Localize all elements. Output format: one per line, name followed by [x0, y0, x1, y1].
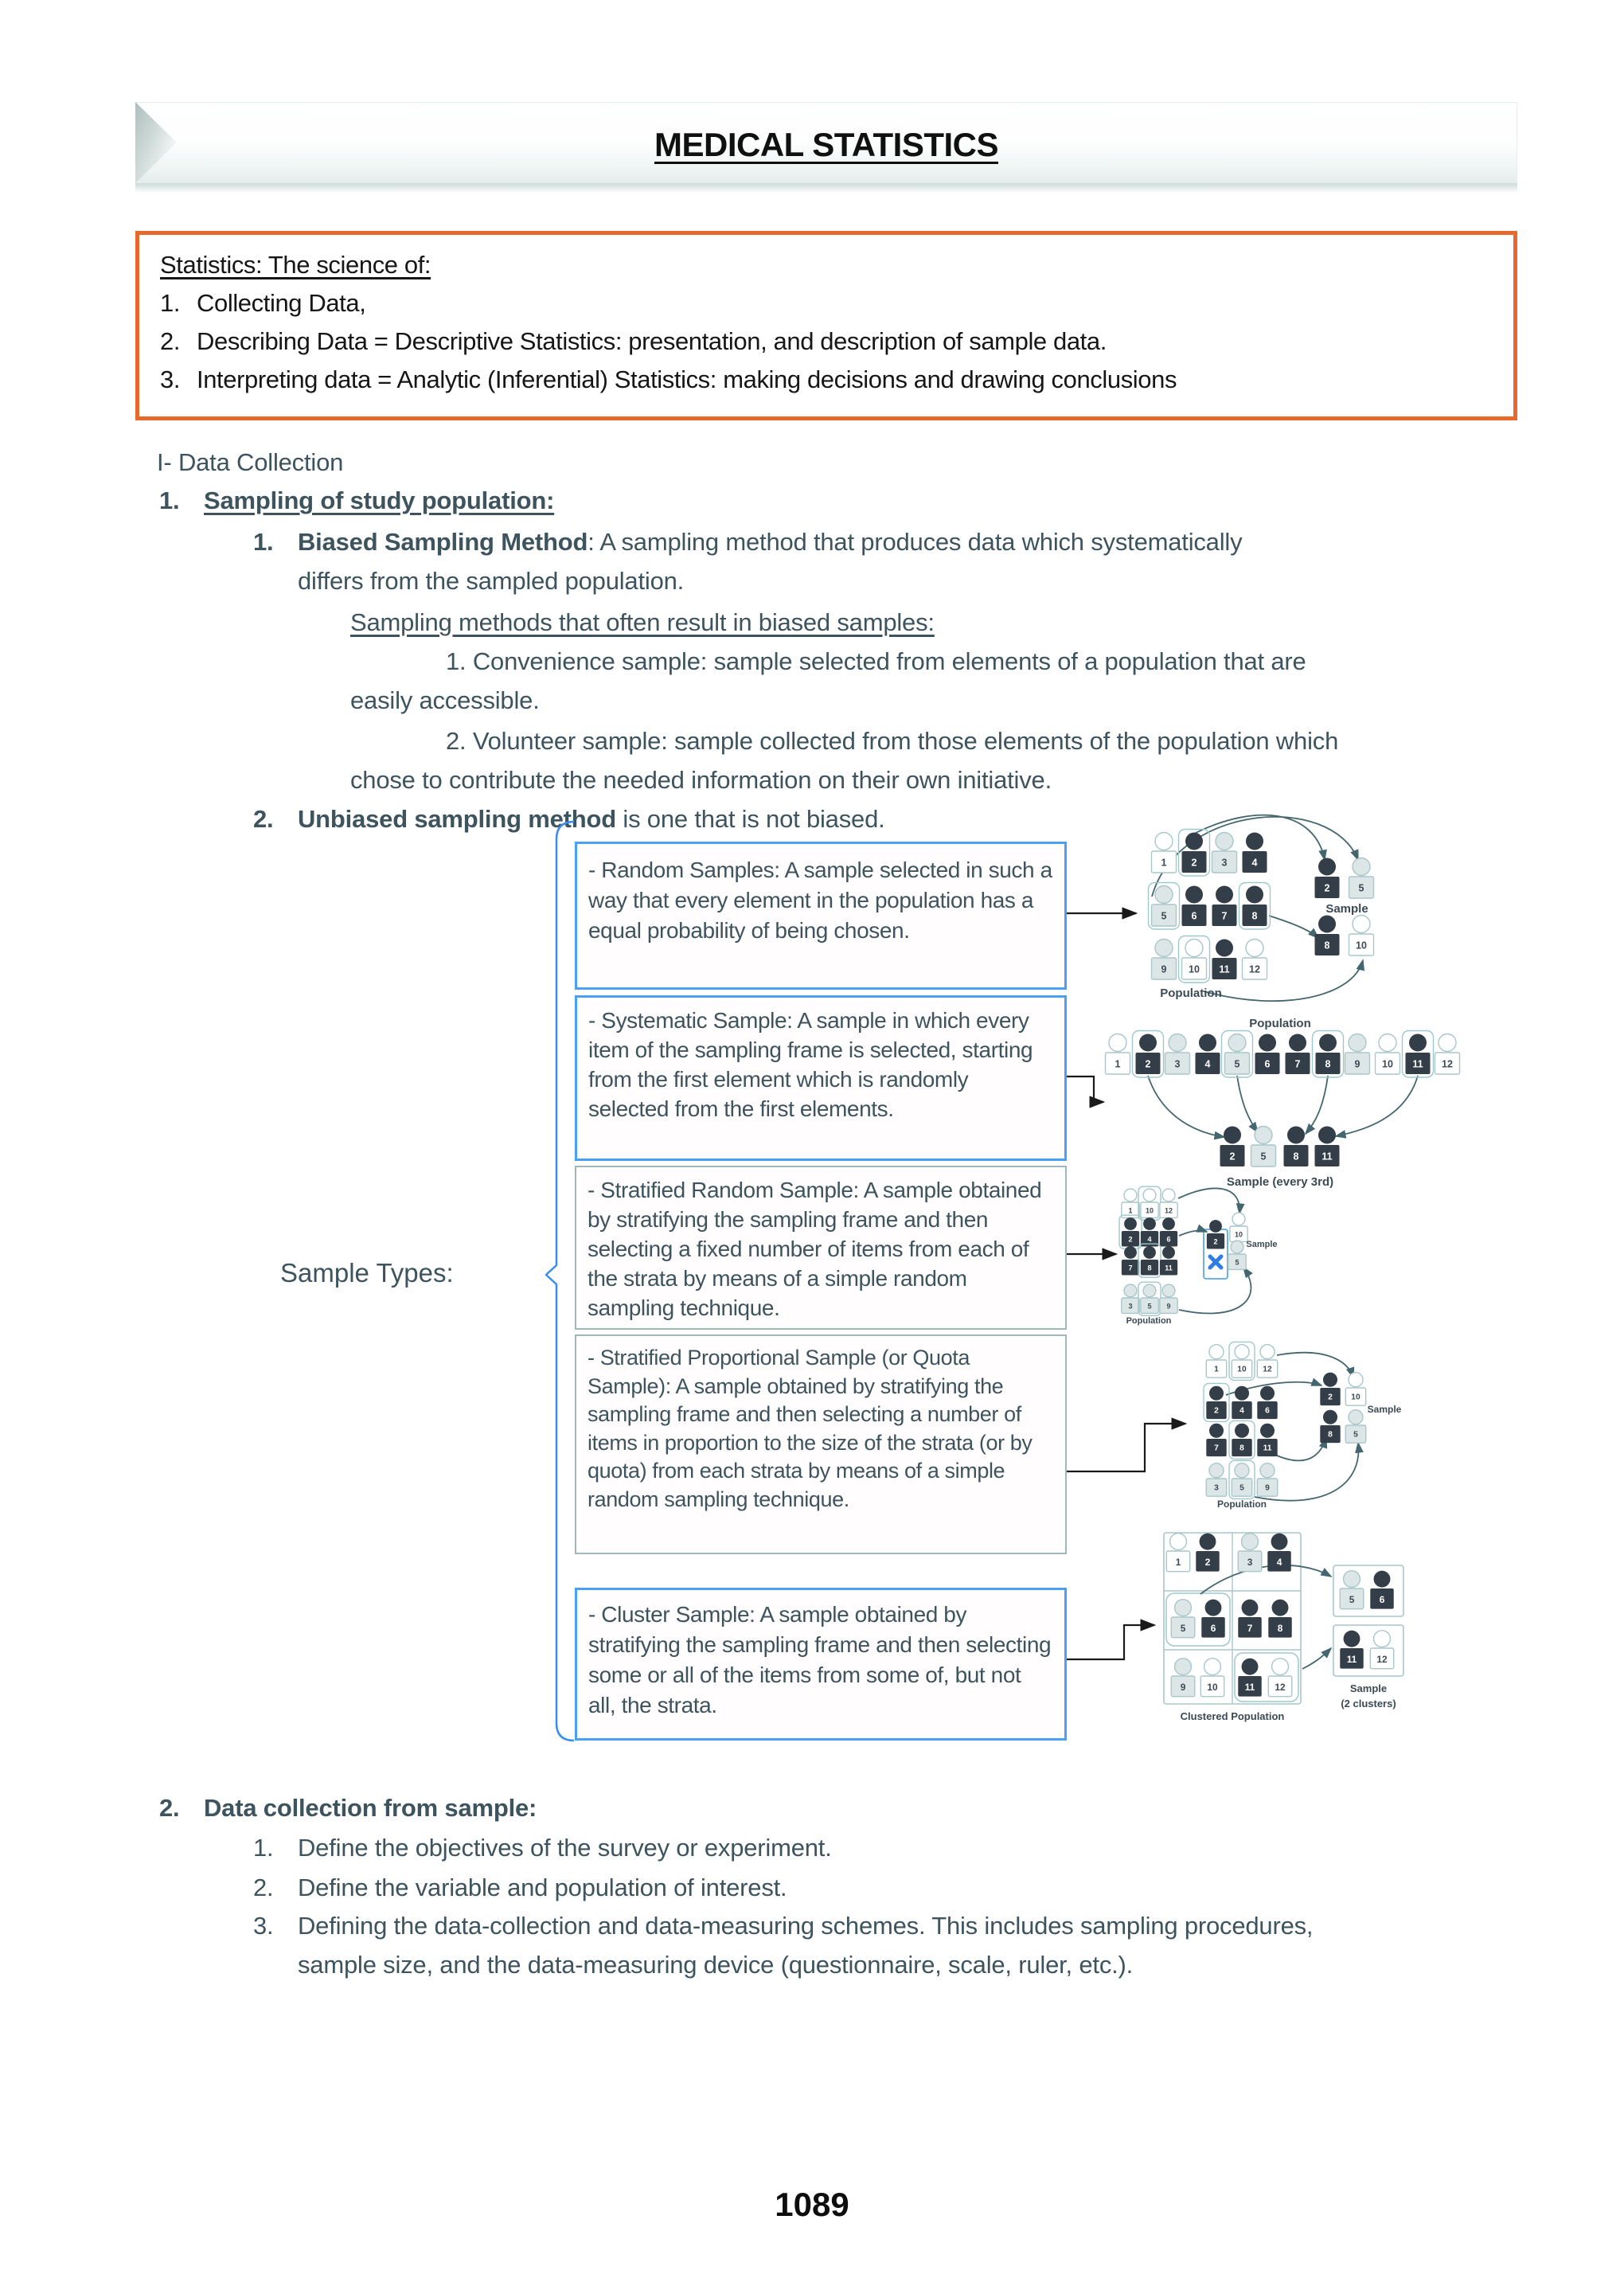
svg-text:4: 4 [1204, 1058, 1211, 1070]
step-define-schemes [253, 1906, 1325, 1984]
item-text: Define the variable and population of interest. [298, 1874, 787, 1901]
svg-text:9: 9 [1180, 1681, 1186, 1693]
svg-text:7: 7 [1247, 1622, 1253, 1634]
svg-text:4: 4 [1147, 1235, 1152, 1244]
definition-box-cluster-sample: - Cluster Sample: A sample obtained by stratifying the sampling frame and then selecting some or all of the items from some of, but not all, the strata. [575, 1588, 1067, 1741]
svg-text:11: 11 [1244, 1681, 1255, 1693]
svg-text:Sample: Sample [1325, 902, 1368, 916]
svg-text:7: 7 [1128, 1264, 1133, 1272]
svg-text:9: 9 [1161, 963, 1167, 975]
svg-text:5: 5 [1235, 1258, 1239, 1267]
svg-text:2: 2 [1328, 1393, 1333, 1402]
item-number: 1. [253, 528, 274, 556]
item-lead: Unbiased sampling method [298, 805, 616, 833]
stratified-random-sample-diagram [1119, 1186, 1278, 1326]
svg-text:4: 4 [1276, 1556, 1282, 1568]
svg-text:3: 3 [1174, 1058, 1181, 1070]
box-to-diagram-connector [1067, 1625, 1154, 1659]
svg-text:Sample: Sample [1349, 1682, 1388, 1694]
sample-types-label: Sample Types: [280, 1258, 454, 1288]
svg-text:10: 10 [1356, 940, 1367, 951]
item-text: Collecting Data, [197, 289, 366, 317]
svg-text:Sample (every 3rd): Sample (every 3rd) [1226, 1175, 1334, 1189]
item-text: Interpreting data = Analytic (Inferential) Statistics: making decisions and drawing conclusions [197, 365, 1177, 393]
svg-text:5: 5 [1147, 1302, 1152, 1311]
svg-text:2: 2 [1145, 1058, 1151, 1070]
item-data-collection-from-sample [159, 1788, 955, 1827]
random-sample-diagram [1149, 815, 1374, 1002]
svg-text:1: 1 [1175, 1556, 1181, 1568]
item-volunteer-sample: 2. Volunteer sample: sample collected from those elements of the population which chose to contribute the needed information on their own initiative. [350, 727, 1339, 794]
svg-text:8: 8 [1147, 1264, 1152, 1272]
svg-text:8: 8 [1251, 910, 1258, 922]
svg-text:6: 6 [1210, 1622, 1216, 1634]
svg-text:10: 10 [1207, 1681, 1218, 1693]
step-define-variable [253, 1868, 1325, 1907]
svg-text:3: 3 [1221, 857, 1228, 869]
svg-text:1: 1 [1128, 1206, 1133, 1215]
svg-text:10: 10 [1237, 1365, 1247, 1374]
item-text: Defining the data-collection and data-measuring schemes. This includes sampling procedures, sample size, and the data-measuring device (questionnaire, scale, ruler, etc.). [298, 1912, 1314, 1979]
svg-text:10: 10 [1234, 1230, 1243, 1239]
item-number: 1. [159, 486, 180, 514]
item-number: 3. [253, 1912, 274, 1940]
svg-text:6: 6 [1264, 1058, 1271, 1070]
svg-text:6: 6 [1265, 1406, 1270, 1416]
svg-text:12: 12 [1263, 1365, 1272, 1374]
biased-methods-heading: Sampling methods that often result in biased samples: [350, 608, 935, 636]
sample-types-brace [546, 822, 574, 1741]
svg-text:5: 5 [1239, 1483, 1244, 1493]
svg-text:8: 8 [1328, 1430, 1333, 1440]
svg-text:12: 12 [1442, 1058, 1453, 1070]
item-number: 1. [160, 289, 181, 317]
svg-text:Population: Population [1126, 1316, 1172, 1326]
item-rest: is one that is not biased. [615, 805, 885, 833]
svg-text:1: 1 [1115, 1058, 1121, 1070]
summary-heading: Statistics: The science of: [160, 251, 431, 279]
svg-text:5: 5 [1161, 910, 1167, 922]
item-rest: : A sampling method that produces data which systematically differs from the sampled population. [298, 528, 1243, 595]
svg-text:6: 6 [1166, 1235, 1171, 1244]
svg-text:11: 11 [1263, 1444, 1272, 1453]
svg-text:2: 2 [1204, 1556, 1211, 1568]
item-title: Sampling of study population: [204, 486, 555, 514]
svg-text:2: 2 [1324, 882, 1330, 894]
stratified-proportional-sample-diagram [1204, 1342, 1402, 1510]
svg-text:7: 7 [1214, 1444, 1219, 1453]
svg-text:Sample: Sample [1367, 1404, 1402, 1415]
item-number: 2. [159, 1794, 180, 1822]
svg-text:2: 2 [1229, 1151, 1236, 1162]
svg-text:2: 2 [1214, 1406, 1219, 1416]
page-title: MEDICAL STATISTICS [654, 126, 998, 163]
svg-text:10: 10 [1382, 1058, 1393, 1070]
svg-text:11: 11 [1321, 1151, 1333, 1162]
svg-text:9: 9 [1166, 1302, 1171, 1311]
svg-text:8: 8 [1277, 1622, 1283, 1634]
definition-box-stratified-proportional-sample: - Stratified Proportional Sample (or Quota Sample): A sample obtained by stratifying the sampling frame and then selecting a number of items in proportion to the size of the strata (or by quota) from each strata by means of a simple random sampling technique. [575, 1334, 1067, 1554]
svg-text:Sample: Sample [1246, 1240, 1278, 1249]
svg-text:7: 7 [1221, 910, 1228, 922]
svg-text:12: 12 [1376, 1653, 1388, 1665]
item-number: 1. [253, 1834, 274, 1862]
svg-text:5: 5 [1358, 882, 1364, 894]
svg-text:2: 2 [1213, 1237, 1218, 1246]
item-lead: Biased Sampling Method [298, 528, 588, 556]
svg-text:8: 8 [1325, 1058, 1331, 1070]
svg-text:4: 4 [1239, 1406, 1244, 1416]
systematic-sample-diagram [1106, 1017, 1460, 1189]
svg-text:3: 3 [1214, 1483, 1219, 1493]
item-number: 2. [253, 1874, 274, 1901]
svg-text:8: 8 [1324, 940, 1330, 951]
svg-text:12: 12 [1164, 1206, 1173, 1215]
svg-text:7: 7 [1294, 1058, 1301, 1070]
svg-text:2: 2 [1191, 857, 1197, 869]
svg-text:Population: Population [1249, 1017, 1311, 1030]
svg-text:Clustered Population: Clustered Population [1180, 1710, 1285, 1722]
svg-text:5: 5 [1260, 1151, 1267, 1162]
definition-box-stratified-random-sample: - Stratified Random Sample: A sample obtained by stratifying the sampling frame and then selecting a fixed number of items from each of the strata by means of a simple random sampling technique. [575, 1166, 1067, 1330]
svg-text:11: 11 [1412, 1058, 1423, 1070]
step-define-objectives [253, 1828, 1325, 1867]
svg-text:Population: Population [1217, 1499, 1267, 1510]
svg-text:9: 9 [1265, 1483, 1270, 1493]
svg-text:11: 11 [1165, 1264, 1173, 1272]
svg-text:10: 10 [1145, 1206, 1154, 1215]
item-convenience-sample: 1. Convenience sample: sample selected from elements of a population that are easily accessible. [350, 647, 1306, 714]
definition-box-random-sample: - Random Samples: A sample selected in such a way that every element in the population has a equal probability of being chosen. [575, 842, 1067, 990]
cluster-sample-diagram [1164, 1533, 1403, 1722]
svg-text:10: 10 [1189, 963, 1200, 975]
svg-text:5: 5 [1349, 1593, 1355, 1605]
box-to-diagram-connector [1067, 1424, 1185, 1471]
svg-text:(2 clusters): (2 clusters) [1341, 1698, 1396, 1710]
svg-text:12: 12 [1275, 1681, 1286, 1693]
item-title: Data collection from sample: [204, 1794, 537, 1822]
svg-text:6: 6 [1379, 1593, 1385, 1605]
svg-text:8: 8 [1239, 1444, 1244, 1453]
item-text: Describing Data = Descriptive Statistics: presentation, and description of sample data. [197, 327, 1107, 355]
svg-text:2: 2 [1128, 1235, 1133, 1244]
svg-text:1: 1 [1214, 1365, 1219, 1374]
svg-text:5: 5 [1353, 1430, 1358, 1440]
svg-text:Population: Population [1160, 987, 1222, 1000]
page-number: 1089 [775, 2186, 849, 2223]
svg-text:5: 5 [1234, 1058, 1240, 1070]
svg-text:3: 3 [1247, 1556, 1253, 1568]
item-text: Define the objectives of the survey or experiment. [298, 1834, 832, 1862]
svg-text:11: 11 [1346, 1653, 1357, 1665]
svg-text:12: 12 [1249, 963, 1260, 975]
svg-text:8: 8 [1293, 1151, 1299, 1162]
svg-text:11: 11 [1219, 963, 1230, 975]
svg-text:1: 1 [1161, 857, 1167, 869]
svg-text:10: 10 [1351, 1393, 1360, 1402]
item-number: 2. [253, 805, 274, 833]
definition-box-systematic-sample: - Systematic Sample: A sample in which every item of the sampling frame is selected, starting from the first element which is randomly selected from the first elements. [575, 995, 1067, 1161]
svg-text:4: 4 [1251, 857, 1258, 869]
svg-text:3: 3 [1128, 1302, 1133, 1311]
svg-text:9: 9 [1354, 1058, 1360, 1070]
item-number: 3. [160, 365, 181, 393]
svg-text:6: 6 [1191, 910, 1197, 922]
box-to-diagram-connector [1067, 1077, 1103, 1102]
section-heading-data-collection: I- Data Collection [157, 448, 344, 476]
item-number: 2. [160, 327, 181, 355]
svg-text:5: 5 [1180, 1622, 1186, 1634]
